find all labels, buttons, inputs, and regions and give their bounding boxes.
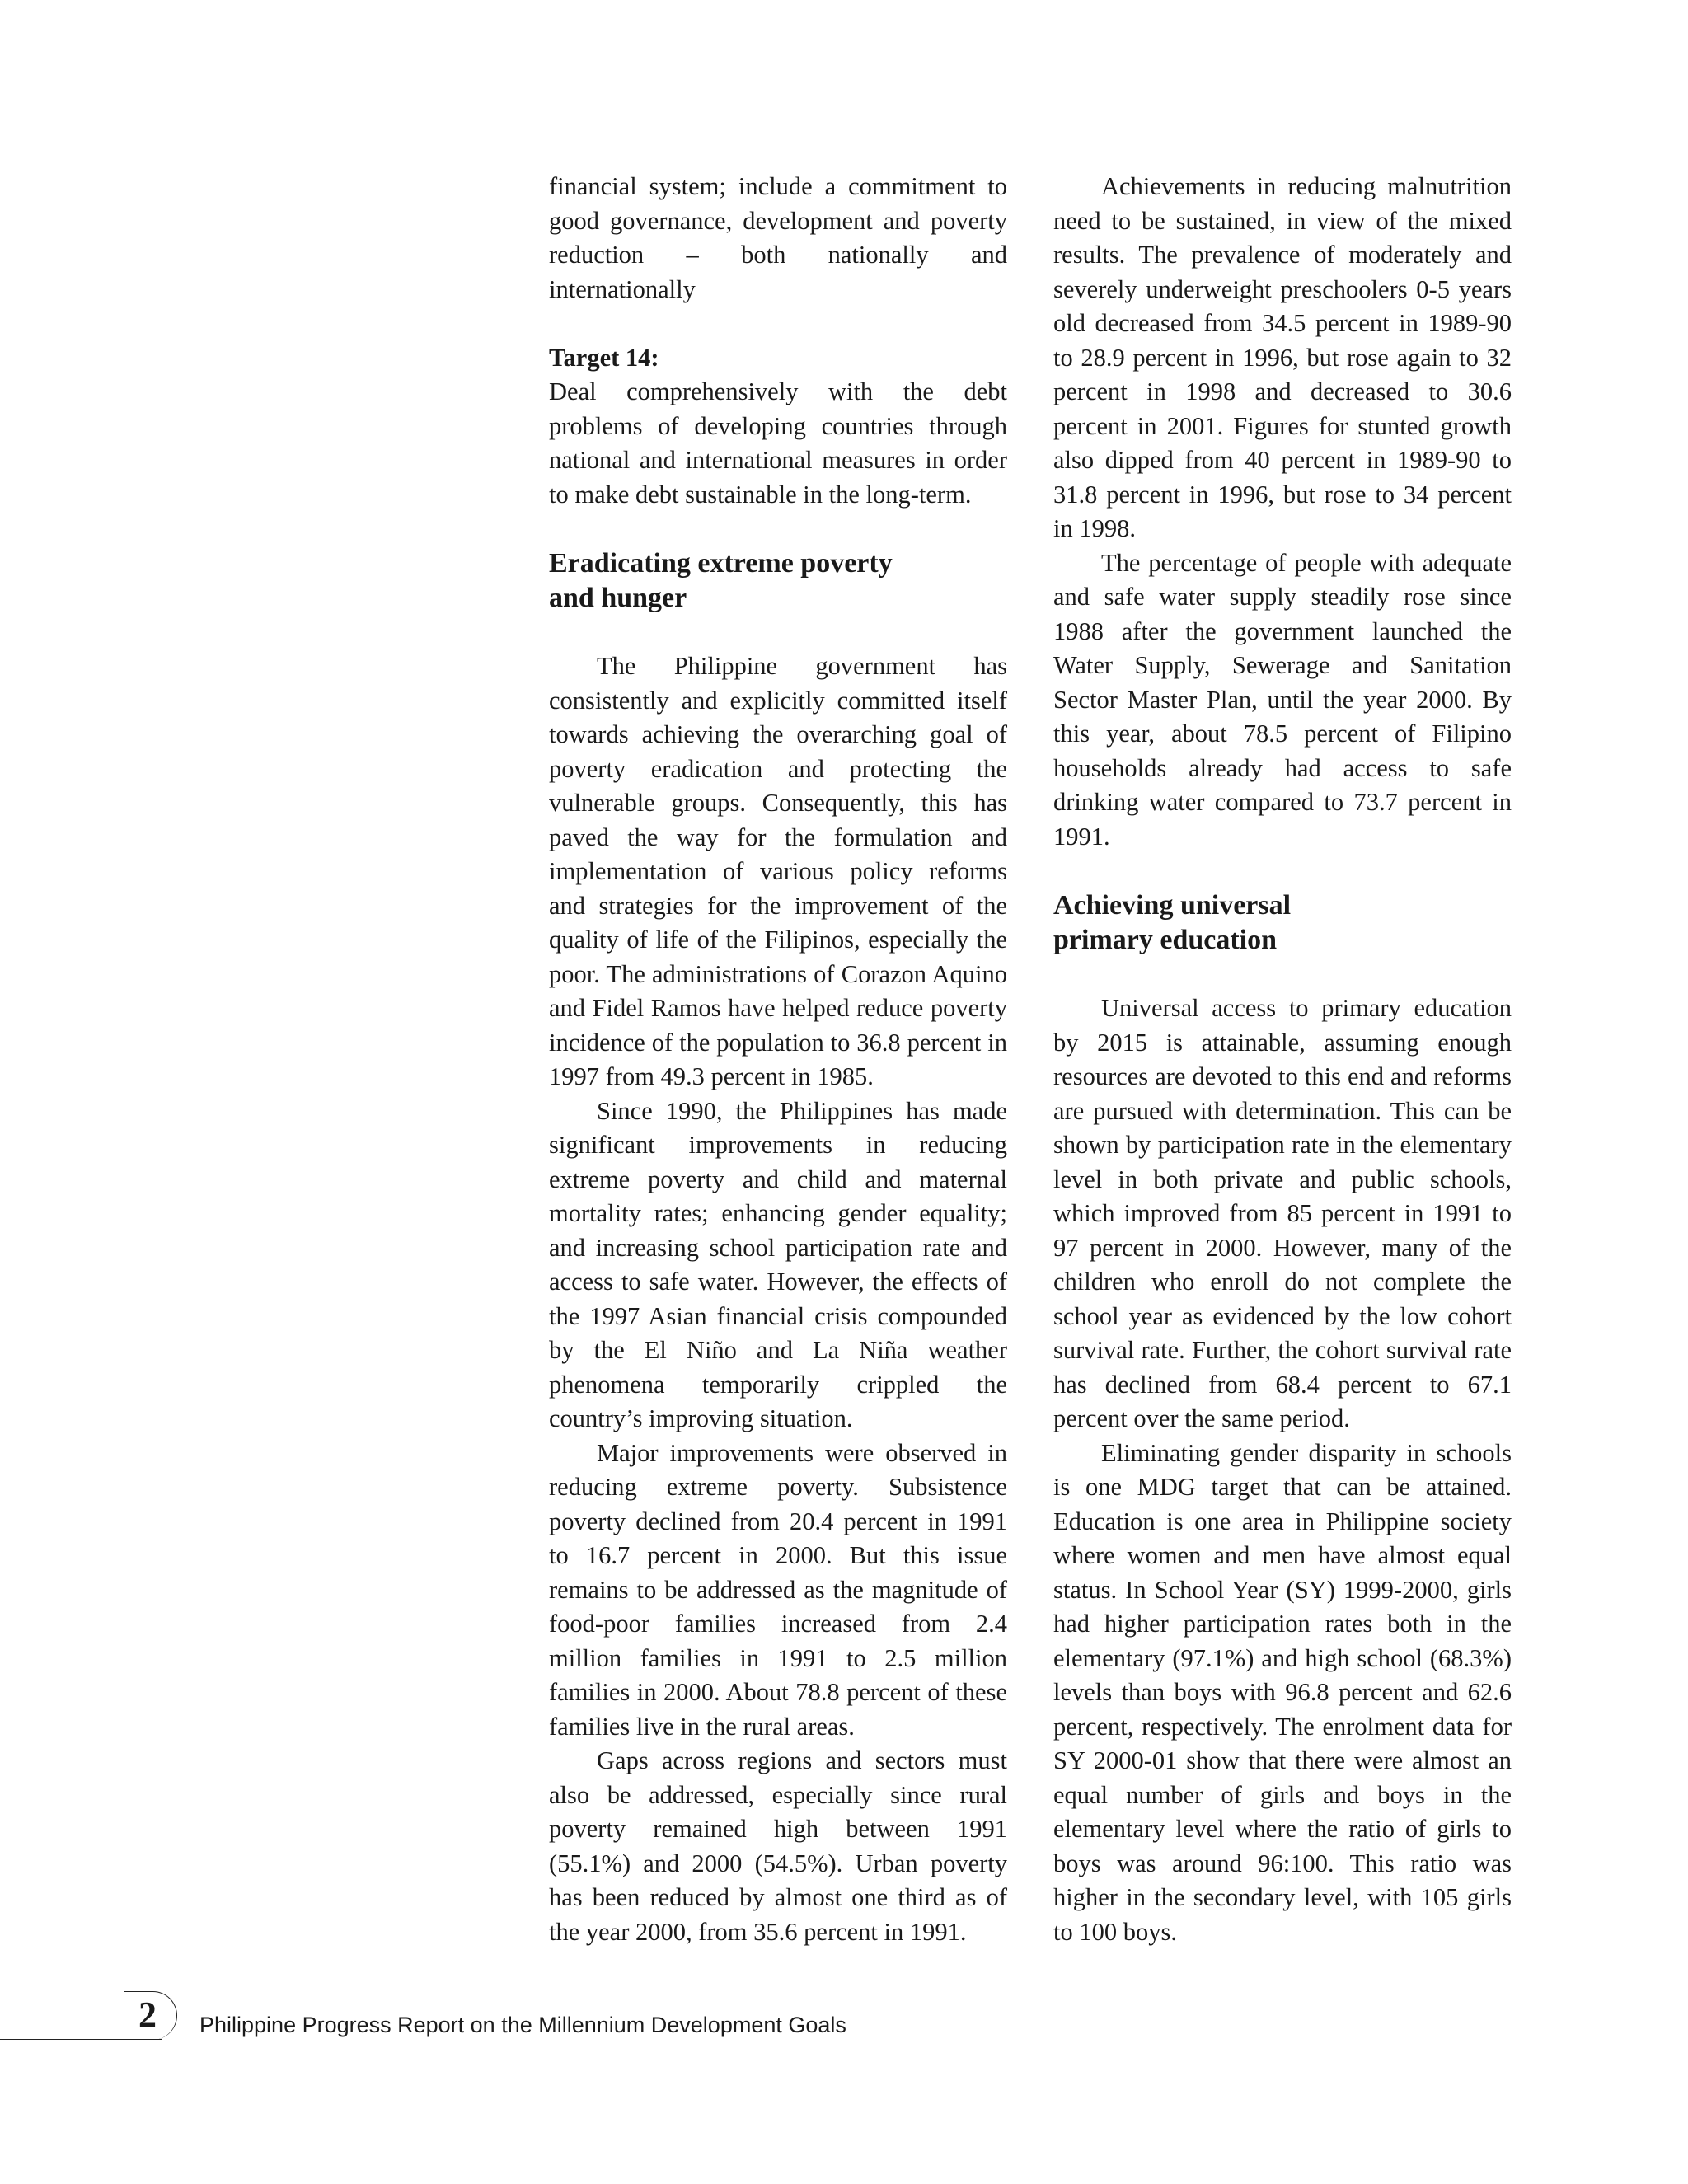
- body-paragraph: Universal access to primary education by 2015 is attainable, assuming enough resources are devoted to this end and reforms are pursued with determination. This can be shown by participation rate in the elementary level in both private and public schools, which improved from 85 percent in 1991 to 97 percent in 2000. However, many of the children who enroll do not complete the school year as evidenced by the low cohort survival rate. Further, the cohort survival rate has declined from 68.4 percent to 67.1 percent over the same period.: [1053, 994, 1512, 1432]
- target-text: Deal comprehensively with the debt problems of developing countries through national and international measures in order to make debt sustainable in the long-term.: [549, 377, 1007, 509]
- spacer: [549, 307, 1007, 341]
- body-paragraph: Gaps across regions and sectors must also be addressed, especially since rural poverty remained high between 1991 (55.1%) and 2000 (54.5%). Urban poverty has been reduced by almost one third as of the year 2000, from 35.6 percent in 1991.: [549, 1746, 1007, 1946]
- footer-title: Philippine Progress Report on the Millennium Development Goals: [199, 2013, 846, 2037]
- body-paragraph: The percentage of people with adequate and safe water supply steadily rose since 1988 after the government launched the Water Supply, Sewerage and Sanitation Sector Master Plan, until the year 2000. By this year, about 78.5 percent of Filipino households already had access to safe drinking water compared to 73.7 percent in 1991.: [1053, 548, 1512, 851]
- body-paragraph: Eliminating gender disparity in schools is one MDG target that can be attained. Education is one area in Philippine society where women and men have almost equal status. In School Year (SY) 1999-2000, girls had higher participation rates both in the elementary (97.1%) and high school (68.3%) levels than boys with 96.8 percent and 62.6 percent, respectively. The enrolment data for SY 2000-01 show that there were almost an equal number of girls and boys in the elementary level where the ratio of girls to boys was around 96:100. This ratio was higher in the secondary level, with 105 girls to 100 boys.: [1053, 1438, 1512, 1946]
- heading-line: Achieving universal: [1053, 889, 1292, 921]
- heading-line: primary education: [1053, 924, 1278, 955]
- body-paragraph: Major improvements were observed in reducing extreme poverty. Subsistence poverty declined from 20.4 percent in 1991 to 16.7 percent in 2000. But this issue remains to be addressed as the magnitude of food-poor families increased from 2.4 million families in 1991 to 2.5 million families in 2000. About 78.8 percent of these families live in the rural areas.: [549, 1438, 1007, 1741]
- section-heading-poverty: [549, 546, 1007, 616]
- page-number: 2: [138, 1994, 157, 2035]
- heading-line: and hunger: [549, 582, 687, 613]
- section-heading-education: [1053, 888, 1512, 958]
- spacer: [549, 512, 1007, 546]
- body-paragraph: Achievements in reducing malnutrition need to be sustained, in view of the mixed results. The prevalence of moderately and severely underweight preschoolers 0-5 years old decreased from 34.5 percent in 1989-90 to 28.9 percent in 1996, but rose again to 32 percent in 1998 and decreased to 30.6 percent in 2001. Figures for stunted growth also dipped from 40 percent in 1989-90 to 31.8 percent in 1996, but rose to 34 percent in 1998.: [1053, 172, 1512, 542]
- intro-paragraph: financial system; include a commitment to good governance, development and poverty reduction – both nationally and internationally: [549, 172, 1007, 303]
- spacer: [549, 616, 1007, 650]
- spacer: [1053, 854, 1512, 888]
- target-title: Target 14:: [549, 343, 659, 372]
- spacer: [1053, 958, 1512, 992]
- body-paragraph: The Philippine government has consistently and explicitly committed itself towards achieving the overarching goal of poverty eradication and protecting the vulnerable groups. Consequently, this has paved the way for the formulation and implementation of various policy reforms and strategies for the improvement of the quality of life of the Filipinos, especially the poor. The administrations of Corazon Aquino and Fidel Ramos have helped reduce poverty incidence of the population to 36.8 percent in 1997 from 49.3 percent in 1985.: [549, 652, 1007, 1090]
- left-column: [549, 170, 1007, 1949]
- right-column: [1053, 170, 1512, 1949]
- heading-line: Eradicating extreme poverty: [549, 547, 893, 579]
- body-paragraph: Since 1990, the Philippines has made significant improvements in reducing extreme poverty and child and maternal mortality rates; enhancing gender equality; and increasing school participation rate and access to safe water. However, the effects of the 1997 Asian financial crisis compounded by the El Niño and La Niña weather phenomena temporarily crippled the country’s improving situation.: [549, 1096, 1007, 1432]
